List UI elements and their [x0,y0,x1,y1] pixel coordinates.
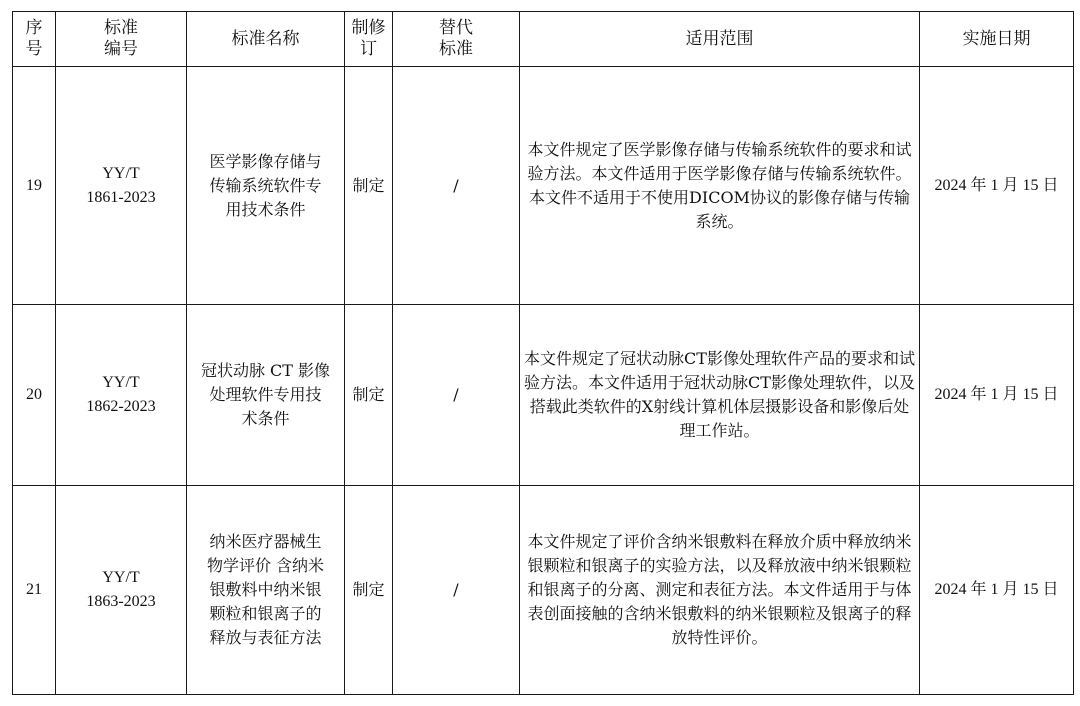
replaced-standard: / [393,305,520,486]
header-revise [345,12,393,67]
standard-name-line: 术条件 [241,409,290,428]
header-name: 标准名称 [187,12,345,67]
standard-name-line: 纳米医疗器械生 [209,532,322,551]
header-seq-line: 序 [25,18,43,38]
header-code-line: 编号 [104,39,138,59]
header-scope: 适用范围 [520,12,920,67]
standard-code-line: YY/T [102,569,140,586]
header-seq-line: 号 [25,39,43,59]
standard-code-line: YY/T [102,164,140,182]
standard-name [187,305,345,486]
standard-name-line: 用技术条件 [225,199,306,219]
revise-type: 制定 [345,305,393,486]
row-number: 21 [13,486,56,695]
table-row [13,67,1074,305]
standard-name-line: 处理软件专用技 [209,385,322,404]
row-number: 20 [13,305,56,486]
header-revise-line: 订 [360,39,377,59]
replaced-standard: / [393,67,520,305]
standard-name [187,67,345,305]
header-row [13,12,1074,67]
standard-code-line: 1861-2023 [86,188,156,206]
standard-name [187,486,345,695]
effective-date: 2024 年 1 月 15 日 [920,305,1074,486]
row-number: 19 [13,67,56,305]
header-seq [13,12,56,67]
revise-type: 制定 [345,486,393,695]
table-row [13,486,1074,695]
standard-code-line: 1862-2023 [86,398,156,415]
standard-name-line: 释放与表征方法 [209,628,322,647]
header-revise-line: 制修 [351,18,386,38]
standard-code [56,305,187,486]
revise-type: 制定 [345,67,393,305]
header-code-line: 标准 [104,18,138,38]
standard-code-line: 1863-2023 [86,593,156,610]
header-replace-line: 替代 [439,18,473,38]
scope-text: 本文件规定了医学影像存储与传输系统软件的要求和试验方法。本文件适用于医学影像存储与传输系统软件。本文件不适用于不使用DICOM协议的影像存储与传输系统。 [520,67,920,305]
standard-name-line: 医学影像存储与 [209,151,322,171]
replaced-standard: / [393,486,520,695]
standard-name-line: 银敷料中纳米银 [209,580,322,599]
table-row [13,305,1074,486]
standard-code [56,486,187,695]
standard-name-line: 物学评价 含纳米 [206,556,325,575]
standards-table [12,11,1074,695]
header-replace [393,12,520,67]
header-date: 实施日期 [920,12,1074,67]
standard-name-line: 冠状动脉 CT 影像 [200,361,331,380]
header-code [56,12,187,67]
standard-name-line: 传输系统软件专 [209,175,322,195]
standard-code-line: YY/T [102,374,140,391]
scope-text: 本文件规定了评价含纳米银敷料在释放介质中释放纳米银颗粒和银离子的实验方法，以及释放液中纳米银颗粒和银离子的分离、测定和表征方法。本文件适用于与体表创面接触的含纳米银敷料的纳米银颗粒及银离子的释放特性评价。 [520,486,920,695]
effective-date: 2024 年 1 月 15 日 [920,67,1074,305]
effective-date: 2024 年 1 月 15 日 [920,486,1074,695]
scope-text: 本文件规定了冠状动脉CT影像处理软件产品的要求和试验方法。本文件适用于冠状动脉CT影像处理软件，以及搭载此类软件的X射线计算机体层摄影设备和影像后处理工作站。 [520,305,920,486]
header-replace-line: 标准 [439,39,473,59]
standard-name-line: 颗粒和银离子的 [209,604,322,623]
standard-code [56,67,187,305]
